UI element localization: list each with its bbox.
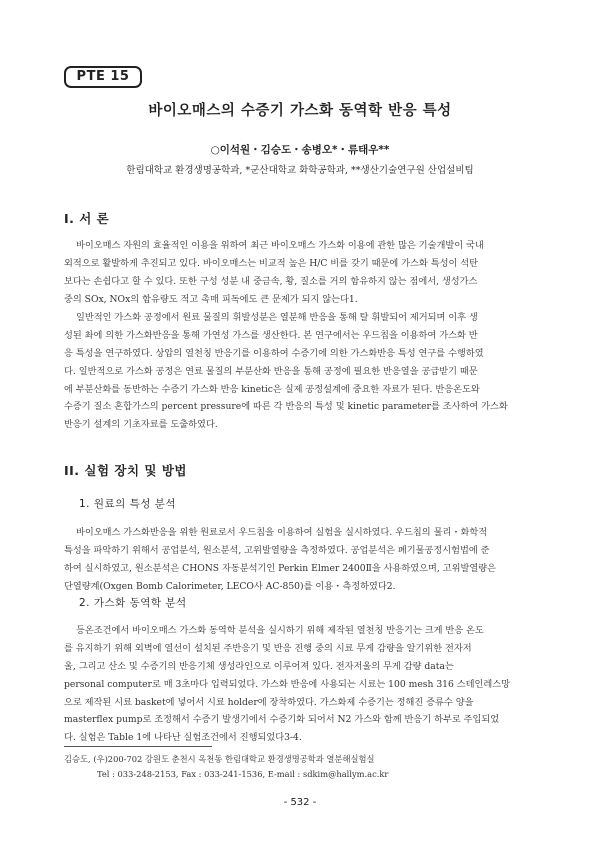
author-list: ○이석원・김승도・송병오*・류태우** xyxy=(210,144,390,156)
method-paragraph-2 xyxy=(64,622,536,747)
text-line: 으로 제작된 시료 basket에 넣어서 시료 holder에 장착하였다. 가스화제 수증기는 정해진 증류수 양을 xyxy=(64,696,474,708)
page-number: - 532 - xyxy=(283,797,317,808)
text-line: 수증기 질소 혼합가스의 percent pressure에 따른 각 반응의 특성 및 kinetic parameter를 조사하여 가스화 xyxy=(64,401,508,413)
text-line: 다. 일반적으로 가스화 공정은 연료 물질의 부분산화 반응을 통해 공정에 필요한 반응열을 공급받기 때문 xyxy=(64,365,478,377)
footnote xyxy=(64,752,536,782)
text-line: 하여 실시하였고, 원소분석은 CHONS 자동분석기인 Perkin Elmer 2400Ⅱ을 사용하였으며, 고위발열량은 xyxy=(64,562,496,574)
intro-paragraph-2 xyxy=(64,309,536,434)
text-line: 에 부분산화를 동반하는 수증기 가스화 반응 kinetic은 실제 공정설계에 중요한 자료가 된다. 반응온도와 xyxy=(64,383,480,395)
text-line: 특성을 파악하기 위해서 공업분석, 원소분석, 고위발열량을 측정하였다. 공업분석은 폐기물공정시험법에 준 xyxy=(64,544,490,556)
text-line: 응 특성을 연구하였다. 상압의 열천칭 반응기를 이용하여 수증기에 의한 가스화반응 특성 연구를 수행하였 xyxy=(64,347,484,359)
text-line: 외적으로 활발하게 추진되고 있다. 바이오매스는 비교적 높은 H/C 비를 갖기 때문에 가스화 특성이 석탄 xyxy=(64,257,479,269)
method-paragraph-1 xyxy=(64,524,536,596)
text-line: 바이오매스 가스화반응을 위한 원료로서 우드칩을 이용하여 실험을 실시하였다. 우드칩의 물리・화학적 xyxy=(76,527,488,538)
text-line: masterflex pump로 조정해서 수증기 발생기에서 수증기화 되어서 N2 가스와 함께 반응기 하부로 주입되었 xyxy=(64,714,500,726)
footnote-divider xyxy=(64,746,212,747)
text-line: 성된 촤에 의한 가스화반응을 통해 가연성 가스를 생산한다. 본 연구에서는 우드칩을 이용하여 가스화 반 xyxy=(64,329,478,341)
footnote-contact: Tel : 033-248-2153, Fax : 033-241-1536, E-mail : sdkim@hallym.ac.kr xyxy=(97,769,389,779)
paper-title: 바이오매스의 수증기 가스화 동역학 반응 특성 xyxy=(148,103,452,119)
footnote-address: 김승도, (우)200-702 강원도 춘천시 옥천동 한림대학교 환경생명공학과 열분해실험실 xyxy=(64,754,375,764)
text-line: 중의 SOx, NOx의 함유량도 적고 촉매 피독에도 큰 문제가 되지 않는다1. xyxy=(64,293,358,305)
text-line: 일반적인 가스화 공정에서 원료 물질의 휘발성분은 열분해 반응을 통해 탈 휘발되어 제거되며 이후 생 xyxy=(76,312,478,323)
text-line: 반응기 설계의 기초자료를 도출하였다. xyxy=(64,419,218,431)
text-line: 보다는 손쉽다고 할 수 있다. 또한 구성 성분 내 중금속, 황, 질소를 거의 함유하지 않는 점에서, 생성가스 xyxy=(64,275,478,287)
subsection-heading-feedstock: 1. 원료의 특성 분석 xyxy=(79,498,177,510)
text-line: 등온조건에서 바이오매스 가스화 동역학 분석을 실시하기 위해 제작된 열천칭 반응기는 크게 반응 온도 xyxy=(76,625,484,636)
paper-code-badge: PTE 15 xyxy=(64,66,142,88)
text-line: 다. 실험은 Table 1에 나타난 실험조건에서 진행되었다3-4. xyxy=(64,732,302,744)
intro-paragraph-1 xyxy=(64,237,536,309)
text-line: 울, 그리고 산소 및 수증기의 반응기체 생성라인으로 이루어져 있다. 전자저울의 무게 감량 data는 xyxy=(64,660,454,672)
text-line: 바이오매스 자원의 효율적인 이용을 위하여 최근 바이오매스 가스화 이용에 관한 많은 기술개발이 국내 xyxy=(76,240,484,251)
affiliation-line: 한림대학교 환경생명공학과, *군산대학교 화학공학과, **생산기술연구원 산업설비팀 xyxy=(126,165,474,176)
text-line: 를 유지하기 위해 외벽에 열선이 설치된 주반응기 및 반응 진행 중의 시료 무게 감량을 알기위한 전자저 xyxy=(64,642,472,654)
section-heading-methods: II. 실험 장치 및 방법 xyxy=(64,463,187,478)
subsection-heading-kinetics: 2. 가스화 동역학 분석 xyxy=(79,597,187,609)
text-line: personal computer로 매 3초마다 입력되었다. 가스화 반응에 사용되는 시료는 100 mesh 316 스테인레스망 xyxy=(64,678,511,690)
section-heading-introduction: I. 서 론 xyxy=(64,211,110,226)
text-line: 단열량계(Oxgen Bomb Calorimeter, LECO사 AC-850)를 이용・측정하였다2. xyxy=(64,580,396,592)
